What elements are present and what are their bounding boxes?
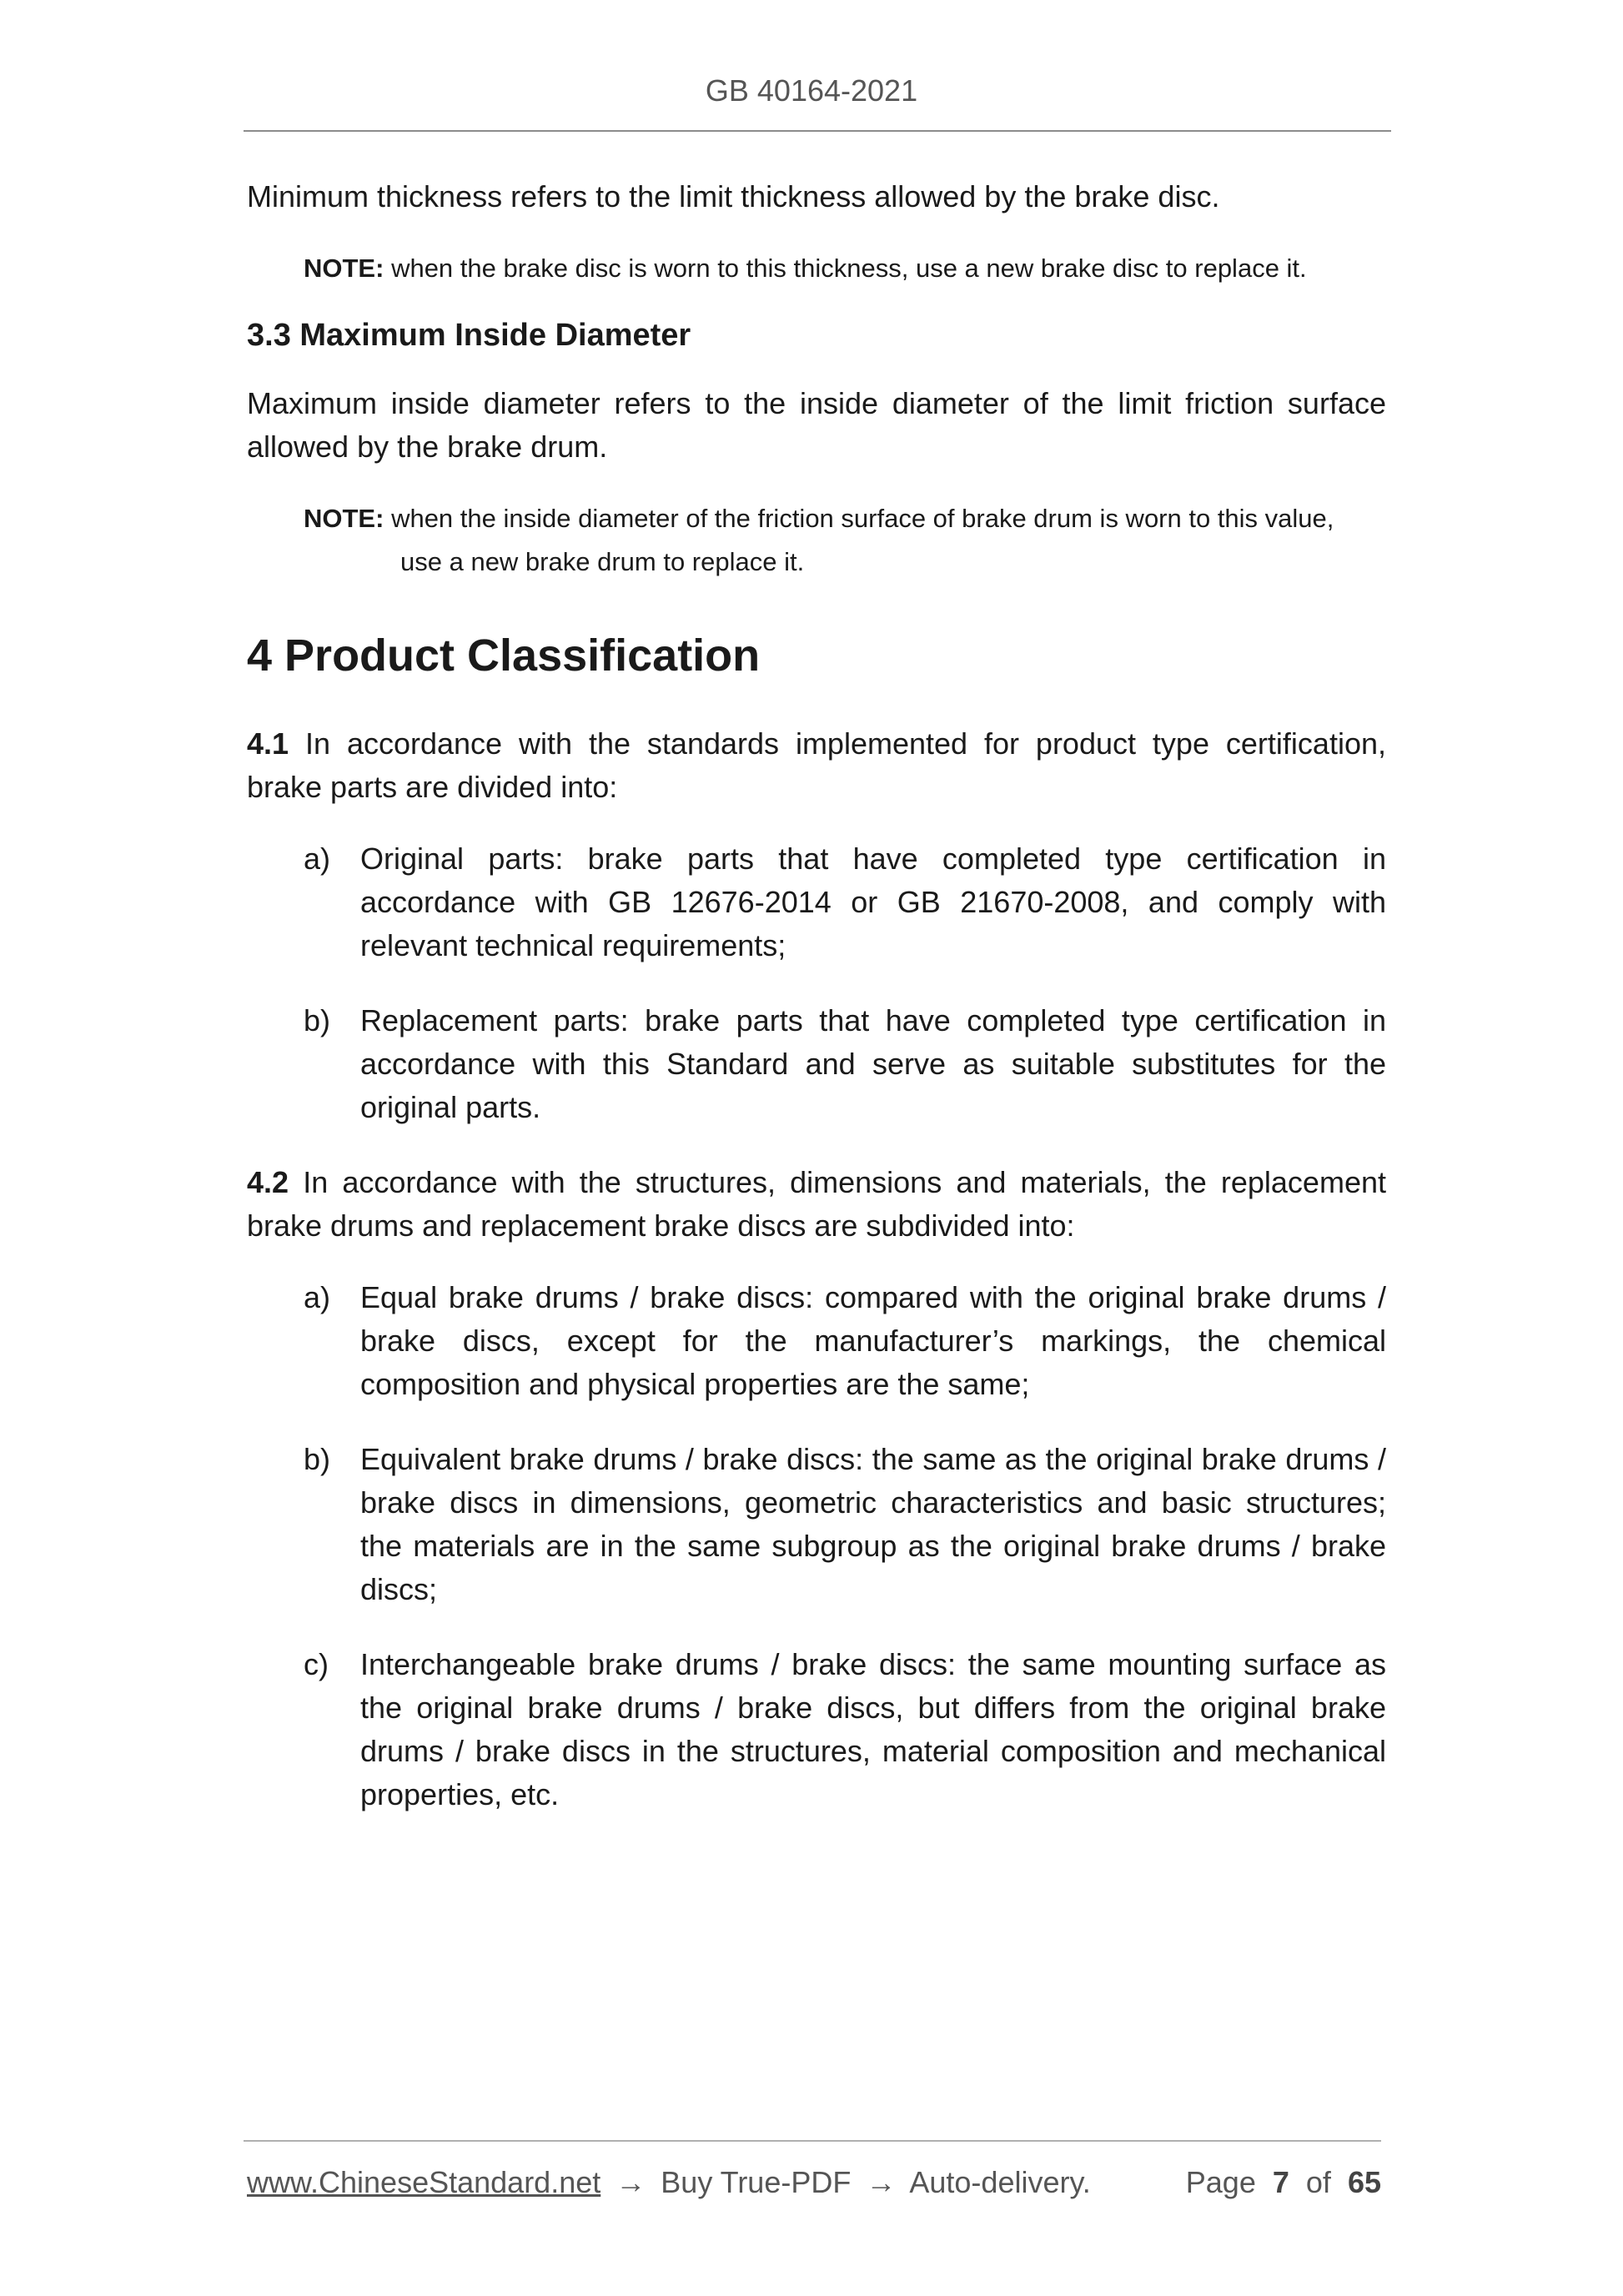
clause-4-1 — [247, 722, 1386, 809]
list-text: Original parts: brake parts that have completed type certification in accordance with GB 12676-2014 or GB 21670-2008, and comply with relevant technical requirements; — [360, 842, 1386, 962]
list-item — [304, 837, 1386, 967]
list-text: Replacement parts: brake parts that have completed type certification in accordance with this Standard and serve as suitable substitutes for the original parts. — [360, 1003, 1386, 1124]
list-item — [304, 999, 1386, 1129]
section-3-3-title: 3.3 Maximum Inside Diameter — [247, 318, 691, 353]
note-brake-drum — [304, 497, 1386, 584]
footer-divider — [244, 2140, 1381, 2142]
page-of-label: of — [1305, 2165, 1331, 2199]
list-text: Equal brake drums / brake discs: compared with the original brake drums / brake discs, except for the manufacturer’s markings, the chemical composition and physical properties are the same; — [360, 1280, 1386, 1401]
document-body — [247, 175, 1386, 1848]
list-item — [304, 1643, 1386, 1816]
page-footer — [247, 2165, 1381, 2200]
clause-text: In accordance with the standards implemented for product type certification, brake parts are divided into: — [247, 726, 1386, 804]
note-label: NOTE: — [304, 504, 384, 533]
list-item — [304, 1276, 1386, 1406]
clause-number: 4.2 — [247, 1165, 289, 1199]
page-label: Page — [1185, 2165, 1256, 2199]
arrow-right-icon: → — [616, 2165, 646, 2199]
note-brake-disc — [304, 247, 1386, 290]
note-text-line1: when the inside diameter of the friction surface of brake drum is worn to this value, — [391, 504, 1334, 533]
list-marker: c) — [304, 1647, 329, 1681]
clause-text: In accordance with the structures, dimensions and materials, the replacement brake drums and replacement brake discs are subdivided into: — [247, 1165, 1386, 1243]
note-text: when the brake disc is worn to this thickness, use a new brake disc to replace it. — [391, 254, 1307, 283]
section-4-title: 4 Product Classification — [247, 631, 761, 681]
note-label: NOTE: — [304, 254, 384, 283]
list-marker: b) — [304, 1003, 331, 1037]
note-text-line2: use a new brake drum to replace it. — [400, 547, 805, 576]
arrow-right-icon: → — [866, 2165, 897, 2199]
intro-paragraph: Minimum thickness refers to the limit thickness allowed by the brake disc. — [247, 179, 1220, 214]
list-text: Equivalent brake drums / brake discs: the same as the original brake drums / brake discs in dimensions, geometric characteristics and basic structures; the materials are in the same subgroup as the original brake drums / brake discs; — [360, 1442, 1386, 1606]
footer-step-buy: Buy True-PDF — [661, 2165, 852, 2199]
footer-promo — [247, 2165, 1091, 2200]
page-counter — [1186, 2165, 1381, 2200]
page-header-doc-id: GB 40164-2021 — [705, 73, 918, 108]
clause-number: 4.1 — [247, 726, 289, 761]
list-item — [304, 1438, 1386, 1611]
header-divider — [244, 130, 1391, 132]
list-marker: a) — [304, 842, 331, 876]
list-marker: b) — [304, 1442, 331, 1476]
section-3-3-paragraph: Maximum inside diameter refers to the inside diameter of the limit friction surface allowed by the brake drum. — [247, 386, 1386, 464]
footer-step-delivery: Auto-delivery. — [909, 2165, 1091, 2199]
page-total: 65 — [1347, 2165, 1381, 2199]
list-text: Interchangeable brake drums / brake discs: the same mounting surface as the original brake drums / brake discs, but differs from the original brake drums / brake discs in the structures, material composition and mechanical properties, etc. — [360, 1647, 1386, 1811]
clause-4-2 — [247, 1161, 1386, 1248]
site-link[interactable]: www.ChineseStandard.net — [247, 2165, 601, 2199]
page-current: 7 — [1272, 2165, 1289, 2199]
list-marker: a) — [304, 1280, 331, 1314]
